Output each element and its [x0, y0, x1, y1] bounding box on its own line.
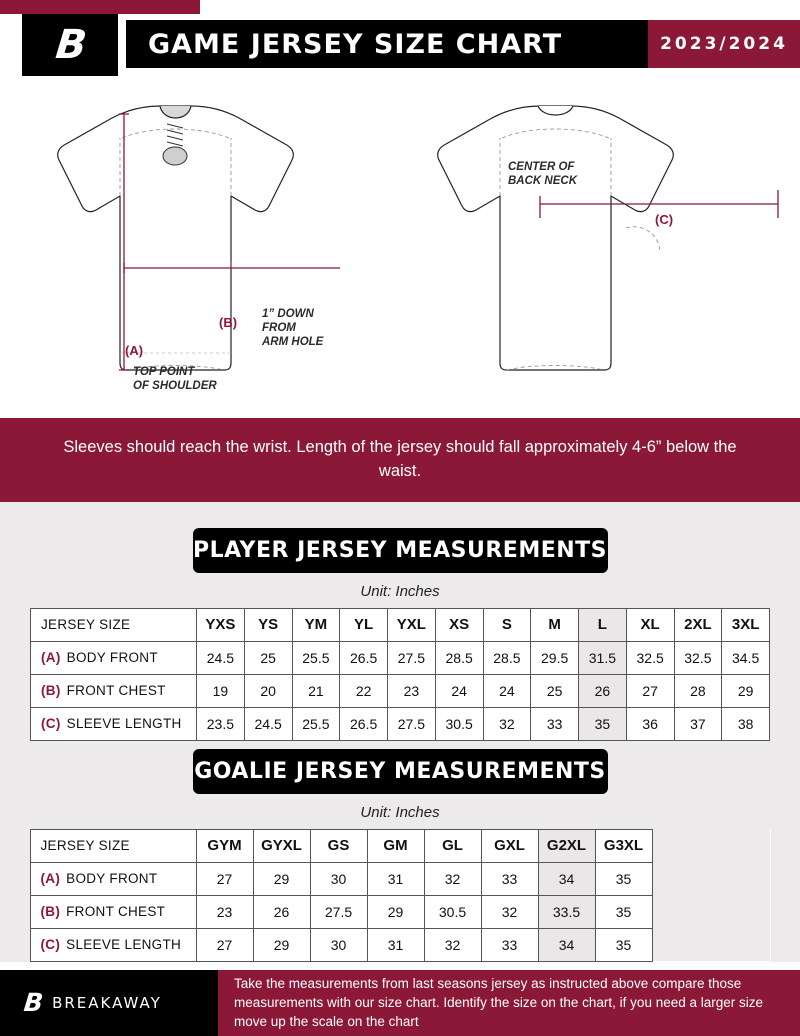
player-cell-2-2: 25.5	[292, 707, 340, 740]
player-col-11: 3XL	[722, 608, 770, 641]
player-cell-1-1: 20	[244, 674, 292, 707]
page-header	[0, 0, 800, 78]
goalie-row-0-label	[30, 862, 196, 895]
goalie-cell-0-spacer	[652, 862, 770, 895]
player-cell-1-8: 26	[579, 674, 627, 707]
goalie-cell-2-spacer	[652, 928, 770, 961]
player-col-7: M	[531, 608, 579, 641]
table-row	[30, 862, 770, 895]
goalie-cell-2-0: 27	[196, 928, 253, 961]
jersey-diagram-svg	[0, 78, 800, 418]
goalie-row-0-tag: (A)	[40, 871, 61, 887]
note-arm-hole-line1: 1” DOWN	[262, 308, 314, 320]
goalie-cell-1-4: 30.5	[424, 895, 481, 928]
player-cell-0-6: 28.5	[483, 641, 531, 674]
table-header-row	[30, 829, 770, 862]
player-cell-0-8: 31.5	[579, 641, 627, 674]
goalie-col-3: GM	[367, 829, 424, 862]
label-b-front: (B)	[219, 315, 238, 330]
player-cell-1-9: 27	[626, 674, 674, 707]
player-col-0: YXS	[197, 608, 245, 641]
player-row-1-name: FRONT CHEST	[66, 683, 166, 699]
footer-logo-glyph: B	[22, 988, 44, 1018]
table-row	[30, 895, 770, 928]
goalie-cell-1-2: 27.5	[310, 895, 367, 928]
note-back-neck-line2: BACK NECK	[508, 175, 577, 187]
player-row-2-name: SLEEVE LENGTH	[66, 716, 182, 732]
player-row-header-label: JERSEY SIZE	[31, 608, 197, 641]
player-cell-2-1: 24.5	[244, 707, 292, 740]
goalie-row-1-name: FRONT CHEST	[66, 904, 166, 920]
goalie-cell-0-5: 33	[481, 862, 538, 895]
player-cell-0-7: 29.5	[531, 641, 579, 674]
goalie-cell-1-3: 29	[367, 895, 424, 928]
brand-logo-glyph: B	[53, 22, 87, 68]
player-cell-2-7: 33	[531, 707, 579, 740]
goalie-cell-2-6: 34	[538, 928, 595, 961]
player-cell-0-0: 24.5	[197, 641, 245, 674]
player-col-3: YL	[340, 608, 388, 641]
player-cell-1-7: 25	[531, 674, 579, 707]
player-row-0-name: BODY FRONT	[66, 650, 158, 666]
player-cell-1-11: 29	[722, 674, 770, 707]
note-arm-hole-line3: ARM HOLE	[262, 336, 324, 348]
player-col-2: YM	[292, 608, 340, 641]
page-footer	[0, 970, 800, 1036]
player-cell-2-6: 32	[483, 707, 531, 740]
goalie-cell-1-7: 35	[595, 895, 652, 928]
footer-instructions: Take the measurements from last seasons jersey as instructed above compare those measurements with our size chart. Identify the size on the chart, if you need a larger size move up the scale on the chart	[218, 970, 800, 1036]
label-a-front: (A)	[125, 343, 144, 358]
goalie-col-1: GYXL	[253, 829, 310, 862]
goalie-col-6: G2XL	[538, 829, 595, 862]
player-row-2-tag: (C)	[41, 716, 61, 732]
goalie-cell-1-1: 26	[253, 895, 310, 928]
goalie-cell-1-0: 23	[196, 895, 253, 928]
footer-brand-name: BREAKAWAY	[52, 993, 162, 1012]
player-cell-0-4: 27.5	[388, 641, 436, 674]
player-row-0-label	[31, 641, 197, 674]
player-cell-0-1: 25	[244, 641, 292, 674]
season-badge: 2023/2024	[648, 20, 800, 68]
player-cell-2-5: 30.5	[435, 707, 483, 740]
goalie-cell-1-6: 33.5	[538, 895, 595, 928]
goalie-cell-2-5: 33	[481, 928, 538, 961]
brand-logo	[22, 14, 118, 76]
header-accent-bar	[0, 0, 200, 14]
player-cell-1-6: 24	[483, 674, 531, 707]
player-col-8: L	[579, 608, 627, 641]
goalie-col-5: GXL	[481, 829, 538, 862]
goalie-col-7: G3XL	[595, 829, 652, 862]
player-cell-1-2: 21	[292, 674, 340, 707]
note-shoulder-line1: TOP POINT	[133, 366, 195, 378]
goalie-row-2-name: SLEEVE LENGTH	[66, 937, 182, 953]
note-back-neck-line1: CENTER OF	[508, 161, 575, 173]
goalie-cell-2-3: 31	[367, 928, 424, 961]
goalie-col-2: GS	[310, 829, 367, 862]
goalie-row-0-name: BODY FRONT	[66, 871, 158, 887]
player-cell-2-11: 38	[722, 707, 770, 740]
goalie-row-2-tag: (C)	[40, 937, 61, 953]
page-title: GAME JERSEY SIZE CHART	[148, 28, 563, 60]
goalie-unit-label: Unit: Inches	[360, 803, 440, 821]
table-row	[30, 928, 770, 961]
player-cell-1-0: 19	[197, 674, 245, 707]
player-cell-2-10: 37	[674, 707, 722, 740]
label-c-back: (C)	[655, 212, 674, 227]
player-cell-2-9: 36	[626, 707, 674, 740]
player-row-1-label	[31, 674, 197, 707]
note-arm-hole-line2: FROM	[262, 322, 296, 334]
player-row-1-tag: (B)	[41, 683, 61, 699]
player-cell-0-2: 25.5	[292, 641, 340, 674]
goalie-section-title: GOALIE JERSEY MEASUREMENTS	[193, 749, 608, 794]
goalie-cell-0-0: 27	[196, 862, 253, 895]
player-cell-1-10: 28	[674, 674, 722, 707]
goalie-cell-0-7: 35	[595, 862, 652, 895]
note-shoulder-line2: OF SHOULDER	[133, 380, 217, 392]
player-col-1: YS	[244, 608, 292, 641]
table-row	[31, 707, 770, 740]
goalie-col-spacer	[652, 829, 770, 862]
player-cell-1-3: 22	[340, 674, 388, 707]
player-unit-label: Unit: Inches	[360, 582, 440, 600]
jersey-diagram	[0, 78, 800, 418]
goalie-cell-2-7: 35	[595, 928, 652, 961]
goalie-cell-2-1: 29	[253, 928, 310, 961]
goalie-cell-1-5: 32	[481, 895, 538, 928]
player-col-5: XS	[435, 608, 483, 641]
player-cell-0-9: 32.5	[626, 641, 674, 674]
goalie-row-2-label	[30, 928, 196, 961]
player-col-10: 2XL	[674, 608, 722, 641]
goalie-cell-0-1: 29	[253, 862, 310, 895]
goalie-cell-2-4: 32	[424, 928, 481, 961]
table-header-row	[31, 608, 770, 641]
footer-brand-block	[0, 970, 218, 1036]
player-cell-2-0: 23.5	[197, 707, 245, 740]
player-col-4: YXL	[388, 608, 436, 641]
player-section-title: PLAYER JERSEY MEASUREMENTS	[193, 528, 608, 573]
goalie-cell-0-2: 30	[310, 862, 367, 895]
player-row-2-label	[31, 707, 197, 740]
player-cell-0-11: 34.5	[722, 641, 770, 674]
player-cell-1-5: 24	[435, 674, 483, 707]
player-measurements-table	[30, 608, 770, 741]
goalie-col-4: GL	[424, 829, 481, 862]
player-col-6: S	[483, 608, 531, 641]
player-col-9: XL	[626, 608, 674, 641]
player-cell-2-8: 35	[579, 707, 627, 740]
goalie-cell-2-2: 30	[310, 928, 367, 961]
goalie-cell-0-4: 32	[424, 862, 481, 895]
goalie-measurements-table	[30, 829, 771, 962]
player-cell-2-3: 26.5	[340, 707, 388, 740]
fit-note: Sleeves should reach the wrist. Length of the jersey should fall approximately 4-6” below the waist.	[0, 418, 800, 502]
table-row	[31, 674, 770, 707]
player-cell-0-3: 26.5	[340, 641, 388, 674]
player-cell-2-4: 27.5	[388, 707, 436, 740]
goalie-row-1-label	[30, 895, 196, 928]
player-row-0-tag: (A)	[41, 650, 61, 666]
player-cell-1-4: 23	[388, 674, 436, 707]
goalie-cell-1-spacer	[652, 895, 770, 928]
goalie-cell-0-3: 31	[367, 862, 424, 895]
goalie-row-1-tag: (B)	[40, 904, 61, 920]
measurements-area	[0, 502, 800, 962]
goalie-cell-0-6: 34	[538, 862, 595, 895]
table-row	[31, 641, 770, 674]
goalie-row-header-label: JERSEY SIZE	[30, 829, 196, 862]
goalie-col-0: GYM	[196, 829, 253, 862]
player-cell-0-5: 28.5	[435, 641, 483, 674]
player-cell-0-10: 32.5	[674, 641, 722, 674]
